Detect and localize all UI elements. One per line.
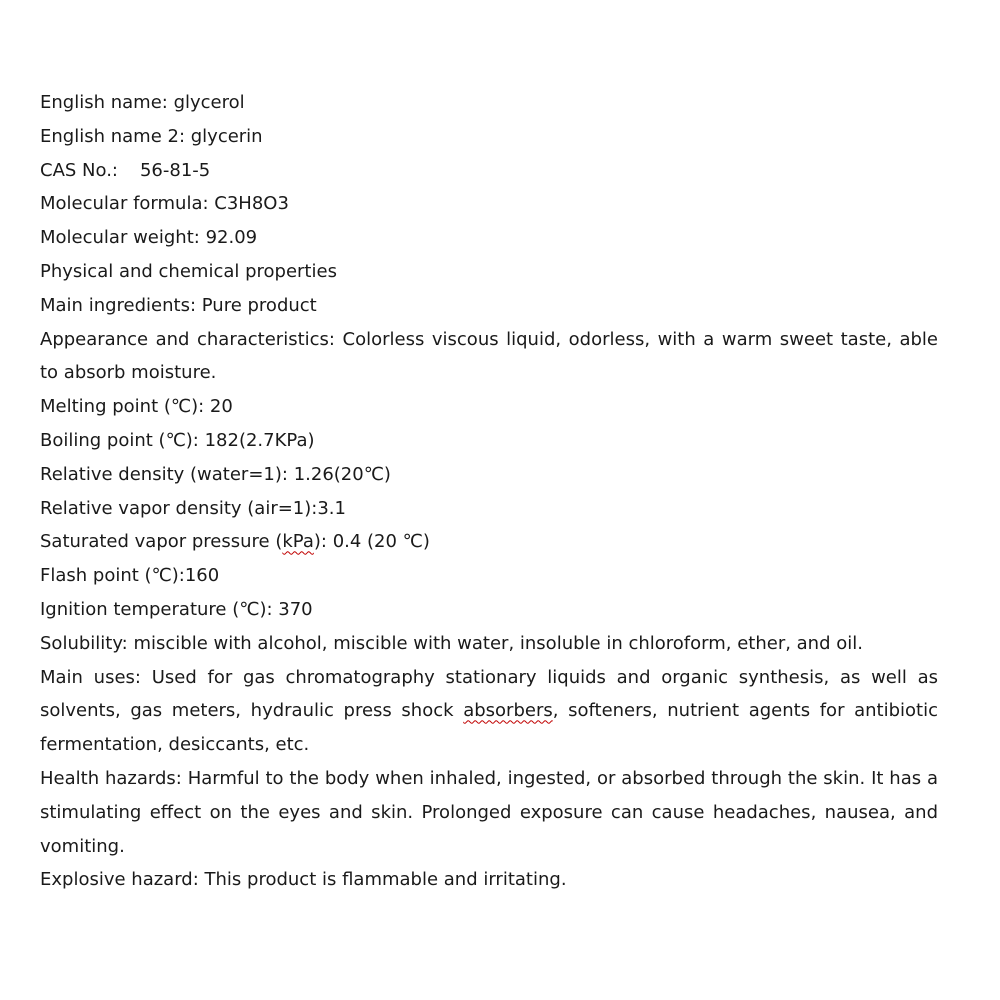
document-body: [40, 86, 938, 897]
main-uses-paragraph: [40, 661, 938, 762]
flash-point-line: [40, 559, 938, 593]
english-name-2-line: [40, 120, 938, 154]
relative-vapor-density-line: [40, 492, 938, 526]
appearance-label: Appearance and characteristics:: [40, 328, 343, 350]
saturated-vapor-pressure-value: 0.4 (20 ℃): [332, 531, 430, 553]
boiling-point-label: Boiling point (℃):: [40, 429, 205, 451]
solubility-label: Solubility:: [40, 632, 134, 654]
health-hazards-label: Health hazards:: [40, 767, 188, 789]
cas-line: [40, 154, 938, 188]
relative-density-label: Relative density (water=1):: [40, 463, 294, 485]
solubility-line: [40, 627, 938, 661]
ignition-temperature-label: Ignition temperature (℃):: [40, 598, 279, 620]
flash-point-label: Flash point (℃):: [40, 565, 185, 587]
cas-value: 56-81-5: [139, 159, 211, 181]
molecular-formula-value: C3H8O3: [214, 193, 289, 215]
cas-label: CAS No.:: [40, 159, 118, 181]
saturated-vapor-pressure-label-suffix: ):: [313, 531, 333, 553]
explosive-hazard-value: This product is flammable and irritating.: [204, 869, 567, 891]
relative-vapor-density-label: Relative vapor density (air=1):: [40, 497, 318, 519]
main-uses-label: Main uses:: [40, 666, 152, 688]
molecular-weight-line: [40, 221, 938, 255]
health-hazards-value: Harmful to the body when inhaled, ingested, or absorbed through the skin. It has a stimulating effect on the eyes and skin. Prolonged exposure can cause headaches, nausea, and vomiting.: [40, 767, 939, 857]
main-ingredients-line: [40, 289, 938, 323]
melting-point-label: Melting point (℃):: [40, 396, 210, 418]
boiling-point-line: [40, 424, 938, 458]
flash-point-value: 160: [184, 565, 220, 587]
appearance-paragraph: [40, 323, 938, 391]
english-name-line: [40, 86, 938, 120]
absorbers-spellcheck: absorbers: [463, 700, 553, 722]
main-ingredients-label: Main ingredients:: [40, 294, 202, 316]
melting-point-value: 20: [209, 396, 233, 418]
main-uses-value-after: , softeners, nutrient agents for antibiotic fermentation, desiccants, etc.: [40, 700, 939, 756]
section-heading: Physical and chemical properties: [40, 260, 337, 282]
saturated-vapor-pressure-line: [40, 525, 938, 559]
english-name-label: English name:: [40, 92, 174, 113]
relative-density-value: 1.26(20℃): [293, 463, 391, 485]
english-name-2-label: English name 2:: [40, 125, 191, 147]
boiling-point-value: 182(2.7KPa): [204, 429, 315, 451]
health-hazards-paragraph: [40, 762, 938, 863]
main-ingredients-value: Pure product: [201, 294, 317, 316]
molecular-weight-value: 92.09: [205, 227, 258, 249]
explosive-hazard-line: [40, 863, 938, 897]
explosive-hazard-label: Explosive hazard:: [40, 869, 205, 891]
saturated-vapor-pressure-label-prefix: Saturated vapor pressure (: [40, 531, 283, 553]
ignition-temperature-value: 370: [278, 598, 313, 620]
english-name-value: glycerol: [173, 92, 245, 113]
relative-vapor-density-value: 3.1: [317, 497, 346, 519]
appearance-value: Colorless viscous liquid, odorless, with a warm sweet taste, able to absorb moisture.: [40, 328, 938, 384]
main-uses-value-before: Used for gas chromatography stationary liquids and organic synthesis, as well as solvents, gas meters, hydraulic press shock: [40, 666, 939, 722]
molecular-formula-line: [40, 187, 938, 221]
relative-density-line: [40, 458, 938, 492]
melting-point-line: [40, 390, 938, 424]
molecular-weight-label: Molecular weight:: [40, 227, 206, 249]
molecular-formula-label: Molecular formula:: [40, 193, 215, 215]
kpa-unit-spellcheck: kPa: [282, 531, 314, 553]
solubility-value: miscible with alcohol, miscible with water, insoluble in chloroform, ether, and oil.: [133, 632, 863, 654]
english-name-2-value: glycerin: [190, 125, 263, 147]
ignition-temperature-line: [40, 593, 938, 627]
